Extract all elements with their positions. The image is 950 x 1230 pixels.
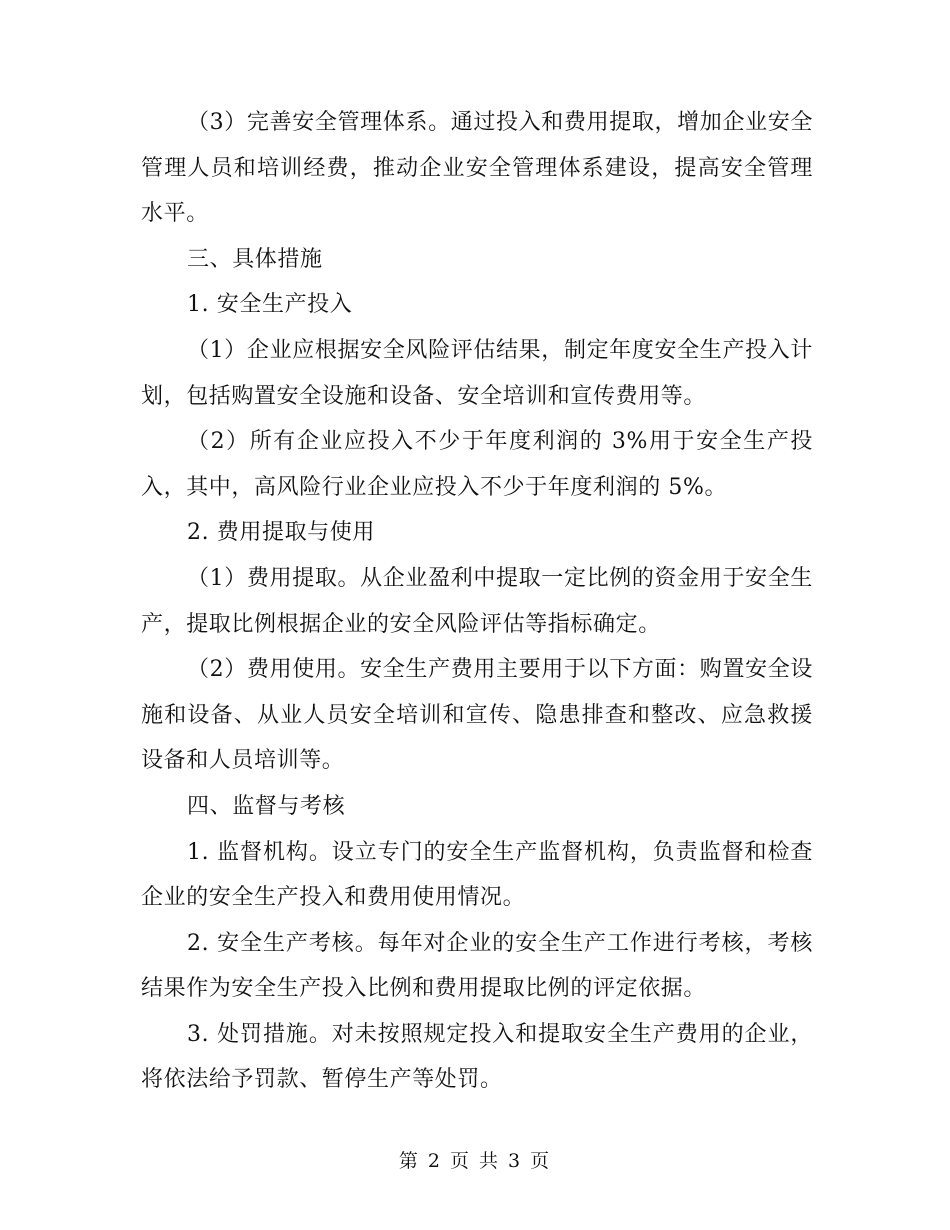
- section-heading-supervision-assessment: 四、监督与考核: [187, 793, 346, 819]
- paragraph-supervision-agency: 1. 监督机构。设立专门的安全生产监督机构，负责监督和检查企业的安全生产投入和费用使用情况。: [141, 839, 813, 911]
- subheading-safety-investment: 1. 安全生产投入: [187, 292, 353, 318]
- paragraph-fee-use: （2）费用使用。安全生产费用主要用于以下方面：购置安全设施和设备、从业人员安全培训和宣传、隐患排查和整改、应急救援设备和人员培训等。: [141, 657, 813, 774]
- paragraph-safety-assessment: 2. 安全生产考核。每年对企业的安全生产工作进行考核，考核结果作为安全生产投入比例和费用提取比例的评定依据。: [141, 930, 813, 1002]
- subheading-fee-extraction-and-use: 2. 费用提取与使用: [187, 520, 375, 546]
- paragraph-penalty-measures: 3. 处罚措施。对未按照规定投入和提取安全生产费用的企业，将依法给予罚款、暂停生产等处罚。: [141, 1021, 813, 1093]
- page-number-footer: 第 2 页 共 3 页: [398, 1150, 552, 1172]
- paragraph-fee-extraction: （1）费用提取。从企业盈利中提取一定比例的资金用于安全生产，提取比例根据企业的安全风险评估等指标确定。: [141, 565, 813, 637]
- document-body: [141, 100, 813, 1103]
- paragraph-annual-investment-plan: （1）企业应根据安全风险评估结果，制定年度安全生产投入计划，包括购置安全设施和设备、安全培训和宣传费用等。: [141, 337, 813, 409]
- paragraph-improve-safety-management: （3）完善安全管理体系。通过投入和费用提取，增加企业安全管理人员和培训经费，推动企业安全管理体系建设，提高安全管理水平。: [141, 110, 813, 227]
- section-heading-specific-measures: 三、具体措施: [187, 246, 323, 272]
- paragraph-investment-ratio: （2）所有企业应投入不少于年度利润的 3%用于安全生产投入，其中，高风险行业企业应投入不少于年度利润的 5%。: [141, 429, 813, 500]
